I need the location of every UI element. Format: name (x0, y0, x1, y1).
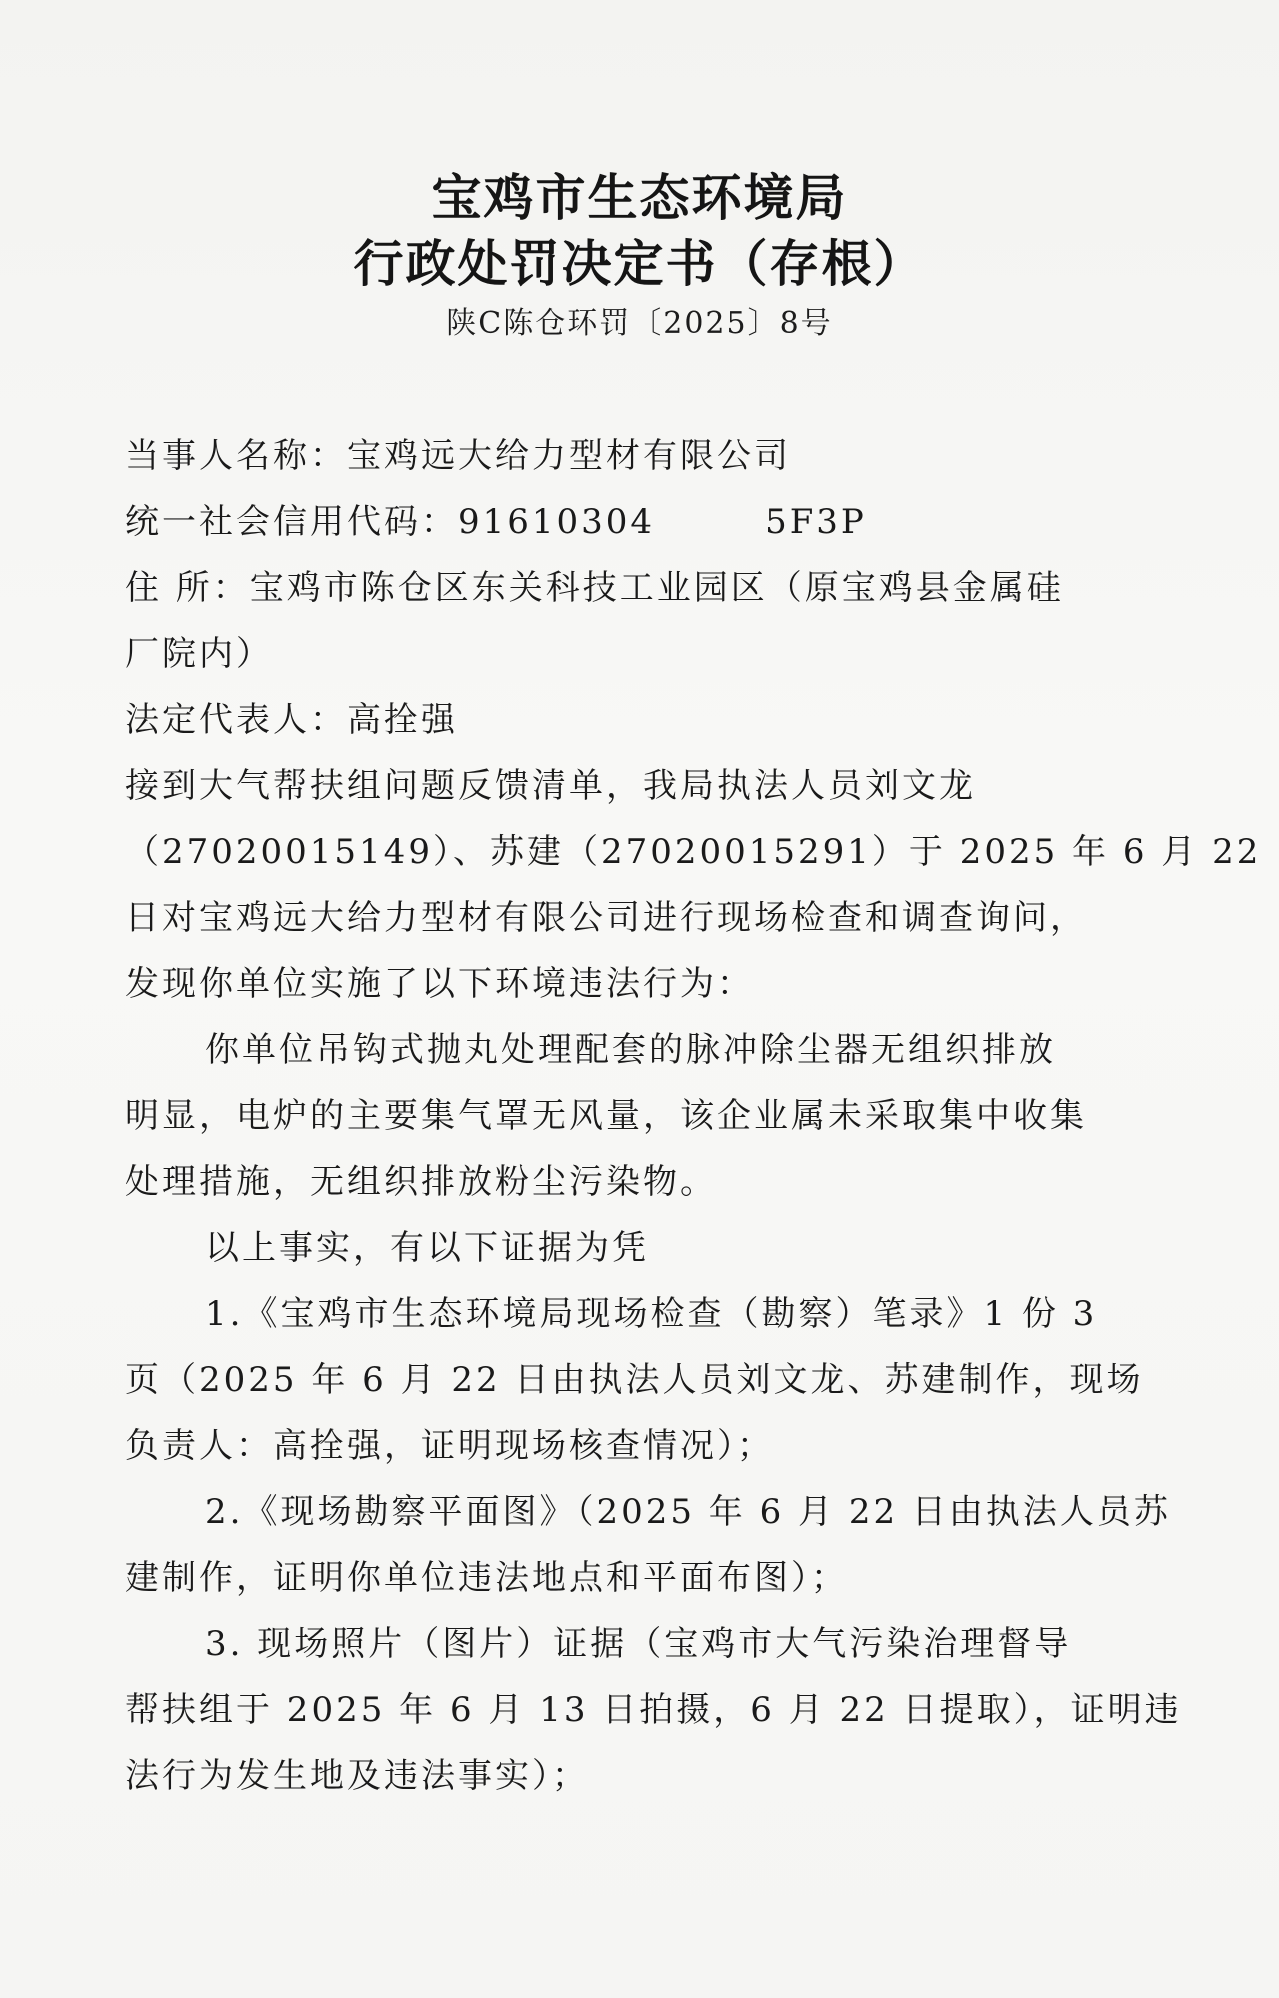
evidence-item-3-cont: 法行为发生地及违法事实）； (125, 1756, 589, 1796)
body-line: 接到大气帮扶组问题反馈清单，我局执法人员刘文龙 (125, 766, 976, 806)
violation-line: 你单位吊钩式抛丸处理配套的脉冲除尘器无组织排放 (205, 1030, 1056, 1070)
evidence-item-1-cont: 页（2025 年 6 月 22 日由执法人员刘文龙、苏建制作，现场 (125, 1360, 1144, 1400)
body-line: 发现你单位实施了以下环境违法行为： (125, 964, 754, 1004)
credit-code-part2: 5F3P (765, 502, 867, 542)
evidence-item-2: 2.《现场勘察平面图》（2025 年 6 月 22 日由执法人员苏 (205, 1492, 1171, 1532)
violation-line: 处理措施，无组织排放粉尘污染物。 (125, 1162, 717, 1202)
evidence-intro: 以上事实，有以下证据为凭 (205, 1228, 649, 1268)
violation-line: 明显，电炉的主要集气罩无风量，该企业属未采取集中收集 (125, 1096, 1087, 1136)
document-title-line1: 宝鸡市生态环境局 (431, 169, 848, 227)
credit-code-row (125, 494, 1135, 543)
address-line1: 住 所：宝鸡市陈仓区东关科技工业园区（原宝鸡县金属硅 (125, 568, 1064, 608)
evidence-item-3: 3. 现场照片（图片）证据（宝鸡市大气污染治理督导 (205, 1624, 1072, 1664)
document-number: 陕C陈仓环罚〔2025〕8号 (446, 306, 833, 341)
party-name: 当事人名称：宝鸡远大给力型材有限公司 (125, 436, 791, 476)
evidence-item-2-cont: 建制作，证明你单位违法地点和平面布图）； (125, 1558, 848, 1598)
evidence-item-1-cont: 负责人：高拴强，证明现场核查情况）； (125, 1426, 774, 1466)
document-title-line2: 行政处罚决定书（存根） (353, 235, 926, 293)
evidence-item-3-cont: 帮扶组于 2025 年 6 月 13 日拍摄，6 月 22 日提取），证明违 (125, 1690, 1182, 1730)
legal-representative: 法定代表人：高拴强 (125, 700, 458, 740)
credit-code-label: 统一社会信用代码： (125, 502, 458, 542)
credit-code-part1: 91610304 (458, 502, 656, 542)
body-line: （27020015149）、苏建（27020015291）于 2025 年 6 月 22 (125, 832, 1262, 872)
body-line: 日对宝鸡远大给力型材有限公司进行现场检查和调查询问， (125, 898, 1087, 938)
address-line2: 厂院内） (125, 634, 273, 674)
evidence-item-1: 1.《宝鸡市生态环境局现场检查（勘察）笔录》1 份 3 (205, 1294, 1098, 1334)
